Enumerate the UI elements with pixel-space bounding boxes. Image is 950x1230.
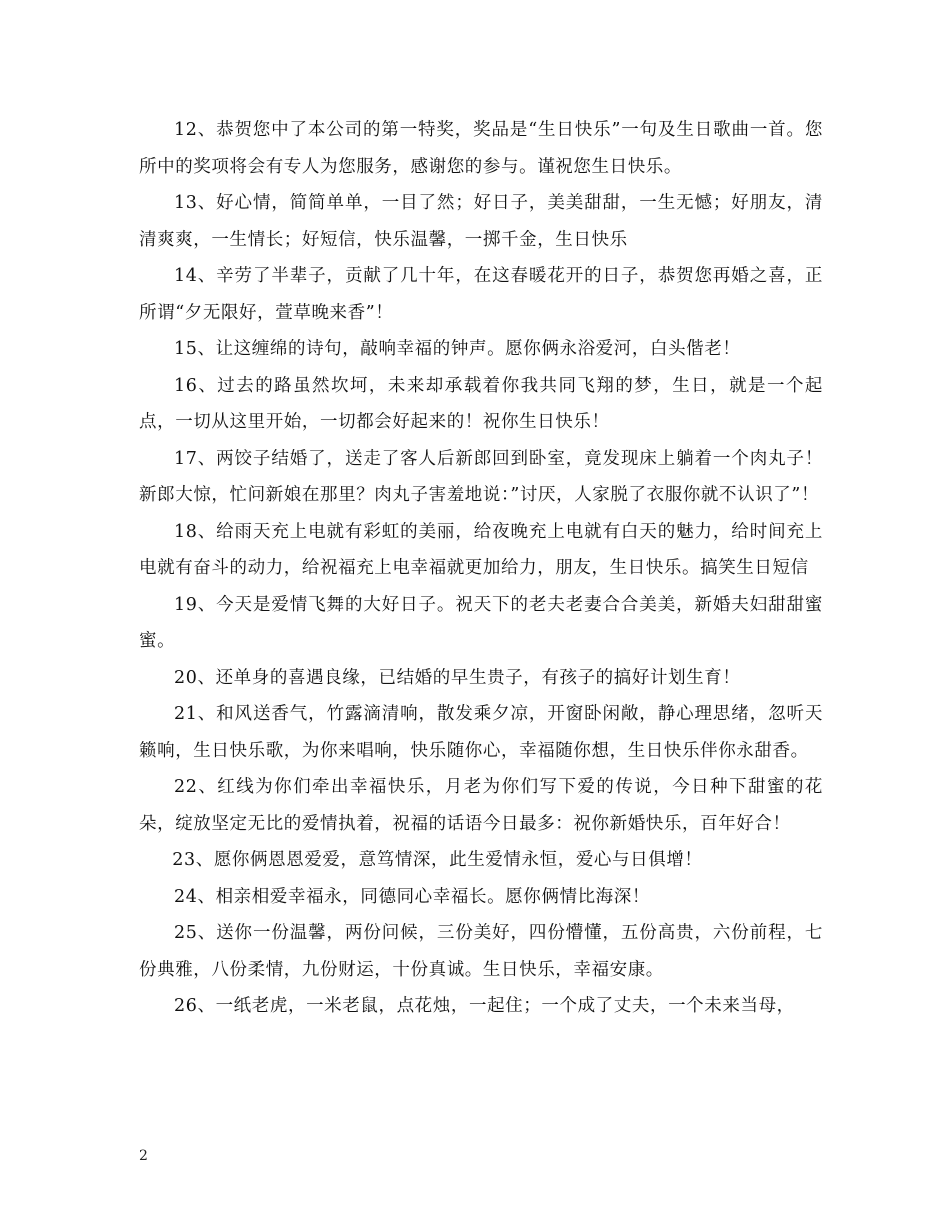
paragraph-19: 19、今天是爱情飞舞的大好日子。祝天下的老夫老妻合合美美，新婚夫妇甜甜蜜蜜。 [139,594,823,651]
paragraph-12: 12、恭贺您中了本公司的第一特奖，奖品是“生日快乐”一句及生日歌曲一首。您所中的奖项将会有专人为您服务，感谢您的参与。谨祝您生日快乐。 [139,120,823,177]
paragraph-23: 23、愿你俩恩恩爱爱，意笃情深，此生爱情永恒，爱心与日俱增！ [172,850,703,870]
paragraph-22: 22、红线为你们牵出幸福快乐，月老为你们写下爱的传说，今日种下甜蜜的花朵，绽放坚定无比的爱情执着，祝福的话语今日最多：祝你新婚快乐，百年好合！ [139,777,823,834]
document-body [139,112,823,1025]
paragraph-26: 26、一纸老虎，一米老鼠，点花烛，一起住；一个成了丈夫，一个未来当母， [174,996,795,1016]
paragraph-17: 17、两饺子结婚了，送走了客人后新郎回到卧室，竟发现床上躺着一个肉丸子！新郎大惊，忙问新娘在那里？肉丸子害羞地说：”讨厌，人家脱了衣服你就不认识了”！ [139,448,823,505]
paragraph-16: 16、过去的路虽然坎坷，未来却承载着你我共同飞翔的梦，生日，就是一个起点，一切从这里开始，一切都会好起来的！祝你生日快乐！ [139,375,823,432]
paragraph-13: 13、好心情，简简单单，一目了然；好日子，美美甜甜，一生无憾；好朋友，清清爽爽，一生情长；好短信，快乐温馨，一掷千金，生日快乐 [139,193,823,250]
paragraph-25: 25、送你一份温馨，两份问候，三份美好，四份懵懂，五份高贵，六份前程，七份典雅，八份柔情，九份财运，十份真诚。生日快乐，幸福安康。 [139,923,823,980]
paragraph-15: 15、让这缠绵的诗句，敲响幸福的钟声。愿你俩永浴爱河，白头偕老！ [174,339,741,359]
paragraph-14: 14、辛劳了半辈子，贡献了几十年，在这春暖花开的日子，恭贺您再婚之喜，正所谓“夕无限好，萱草晚来香”！ [139,266,823,323]
page-number: 2 [139,1148,148,1164]
paragraph-20: 20、还单身的喜遇良缘，已结婚的早生贵子，有孩子的搞好计划生育！ [174,667,741,688]
paragraph-24: 24、相亲相爱幸福永，同德同心幸福长。愿你俩情比海深！ [174,886,650,907]
paragraph-21: 21、和风送香气，竹露滴清响，散发乘夕凉，开窗卧闲敞，静心理思绪，忽听天籁响，生日快乐歌，为你来唱响，快乐随你心，幸福随你想，生日快乐伴你永甜香。 [139,704,823,761]
paragraph-18: 18、给雨天充上电就有彩虹的美丽，给夜晚充上电就有白天的魅力，给时间充上电就有奋斗的动力，给祝福充上电幸福就更加给力，朋友，生日快乐。搞笑生日短信 [139,521,823,578]
